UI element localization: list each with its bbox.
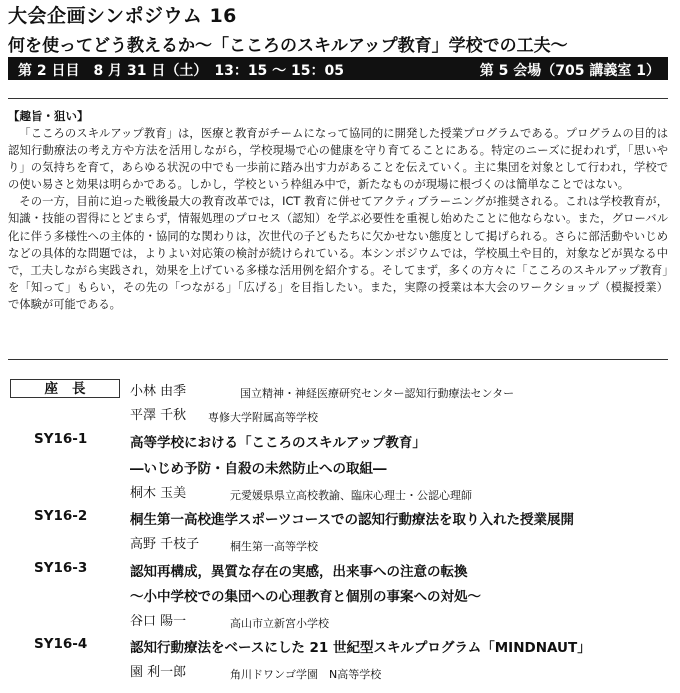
chair-name: 小林 由季 xyxy=(130,384,187,399)
session-id: SY16-2 xyxy=(34,508,88,524)
abstract-paragraph-1: 「こころのスキルアップ教育」は，医療と教育がチームになって協同的に開発した授業プログラムである。プログラムの目的は認知行動療法の考え方や方法を活用しながら，学校現場で心の健康を守り育てることにある。特定のニーズに捉われず，「思いやり」の気持ちを育て，あらゆる状況の中でも一歩前に踏み出す力があることを伝えていく。主に集団を対象として行われ，学校での使い易さと効果は明らかである。しかし，学校という枠組み中で，新たなものが現場に根づくのは簡単なことではない。 xyxy=(8,127,668,192)
presenter-name-text: 園 利一郎 xyxy=(130,665,187,680)
abstract-heading: 【趣旨・狙い】 xyxy=(8,109,89,123)
presenter-name xyxy=(130,661,186,680)
presenter-affiliation xyxy=(230,663,381,682)
chair-affiliation: 国立精神・神経医療研究センター認知行動療法センター xyxy=(240,387,515,400)
chair-affiliation-row-2 xyxy=(208,406,318,425)
presenter-name-text: 桐木 玉美 xyxy=(130,486,187,501)
chair-name: 平澤 千秋 xyxy=(130,408,187,423)
session-subtitle: 〜小中学校での集団への心理教育と個別の事案への対処〜 xyxy=(130,589,481,605)
presenter-affiliation xyxy=(230,535,318,554)
presenter-affiliation-text: 桐生第一高等学校 xyxy=(230,540,318,553)
chair-label: 座長 xyxy=(10,379,120,398)
presenter-name-text: 谷口 陽一 xyxy=(130,614,187,629)
presenter-affiliation xyxy=(230,612,329,631)
session-date: 第 2 日目 8 月 31 日（土） 13：15 〜 15：05 xyxy=(18,63,345,79)
presenter-affiliation-text: 高山市立新宮小学校 xyxy=(230,617,329,630)
presenter-affiliation xyxy=(230,484,472,503)
presenter-affiliation-text: 元愛媛県県立高校教諭、臨床心理士・公認心理師 xyxy=(230,489,472,502)
presenter-affiliation-text: 角川ドワンゴ学園 N高等学校 xyxy=(230,668,382,681)
session-id: SY16-4 xyxy=(34,636,88,652)
date-venue-bar xyxy=(8,57,668,80)
session-id: SY16-3 xyxy=(34,560,88,576)
page-subtitle: 何を使ってどう教えるか〜「こころのスキルアップ教育」学校での工夫〜 xyxy=(8,36,568,56)
chair-affiliation: 専修大学附属高等学校 xyxy=(208,411,318,424)
presenter-name xyxy=(130,533,199,552)
session-title: 認知行動療法をベースにした 21 世紀型スキルプログラム「MINDNAUT」 xyxy=(130,640,591,656)
divider-middle xyxy=(8,359,668,360)
session-title: 高等学校における「こころのスキルアップ教育」 xyxy=(130,435,426,451)
presenter-name xyxy=(130,610,186,629)
chair-row-2 xyxy=(130,404,186,423)
divider-top xyxy=(8,98,668,99)
session-id: SY16-1 xyxy=(34,431,88,447)
abstract-paragraph-2: その一方，目前に迫った戦後最大の教育改革では，ICT 教育に併せてアクティブラーニングが推奨される。これは学校教育が，知識・技能の習得にとどまらず，情報処理のプロセス（認知）を学ぶ必要性を重視し始めたことに他ならない。また，グローバル化に伴う多様性への主体的・協同的な関わりは，次世代の子どもたちに欠かせない態度として掲げられる。さらに部活動やいじめなどの具体的な問題では，よりよい対応策の検討が続けられている。本シンポジウムでは，学校風土や目的，対象などが異なる中で，工夫しながら実践され，効果を上げている多様な活用例を紹介する。そしてまず，多くの方々に「こころのスキルアップ教育」を「知って」もらい，その先の「つながる」「広げる」を目指したい。また，実際の授業は本大会のワークショップ（模擬授業）で体験が可能である。 xyxy=(8,195,668,311)
session-title: 桐生第一高校進学スポーツコースでの認知行動療法を取り入れた授業展開 xyxy=(130,512,575,528)
abstract-body xyxy=(8,125,668,313)
presenter-name-text: 高野 千枝子 xyxy=(130,537,200,552)
session-venue: 第 5 会場（705 講義室 1） xyxy=(479,63,660,79)
page-title: 大会企画シンポジウム 16 xyxy=(8,5,237,27)
chair-row-1 xyxy=(130,380,186,399)
chair-affiliation-row-1 xyxy=(240,382,514,401)
session-title: 認知再構成，異質な存在の実感，出来事への注意の転換 xyxy=(130,564,468,580)
presenter-name xyxy=(130,482,186,501)
session-subtitle: ―いじめ予防・自殺の未然防止への取組― xyxy=(130,461,387,477)
